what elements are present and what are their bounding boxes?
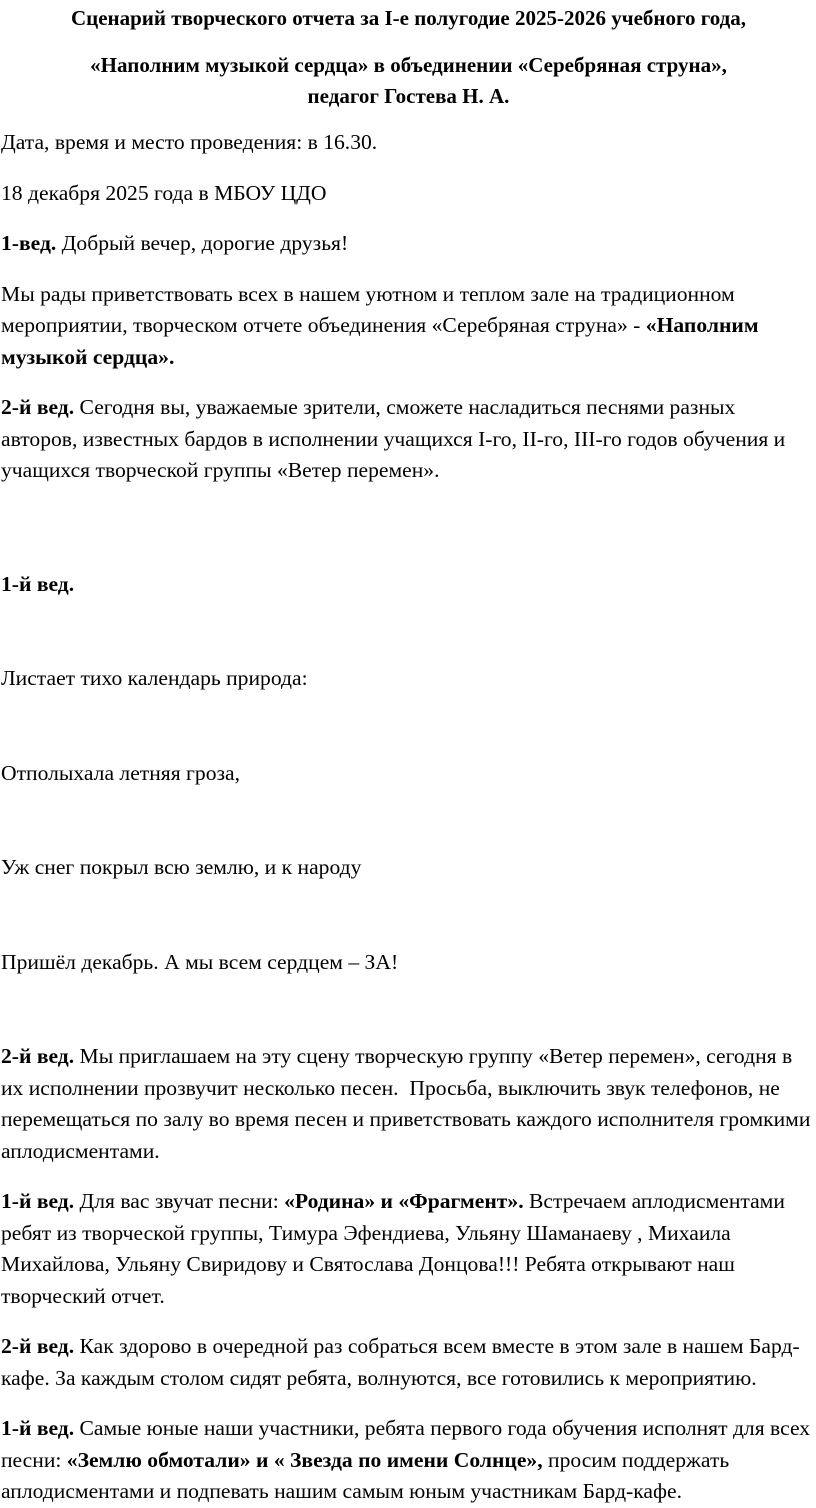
paragraph-poem bbox=[1, 506, 816, 1042]
speaker-label: 1-й вед. bbox=[1, 1416, 75, 1440]
document-title-line-2: «Наполним музыкой сердца» в объединении «Серебряная струна», bbox=[90, 53, 727, 77]
paragraph-text: Как здорово в очередной раз собраться всем вместе в этом зале в нашем Бард-кафе. За каждым столом сидят ребята, волнуются, все готовились к мероприятию. bbox=[1, 1334, 800, 1390]
song-titles-bold: «Землю обмотали» и « Звезда по имени Солнце», bbox=[66, 1447, 543, 1472]
speaker-label: 1-вед. bbox=[1, 231, 57, 255]
paragraph-invitation bbox=[1, 1041, 816, 1167]
speaker-label: 2-й вед. bbox=[1, 1044, 75, 1068]
poem-line-2: Отполыхала летняя гроза, bbox=[1, 760, 241, 785]
paragraph-text: Для вас звучат песни: bbox=[74, 1189, 285, 1213]
paragraph-intro bbox=[1, 392, 816, 487]
speaker-label: 1-й вед. bbox=[1, 1189, 75, 1213]
paragraph-greeting bbox=[1, 228, 816, 260]
poem-line-3: Уж снег покрыл всю землю, и к народу bbox=[1, 855, 362, 879]
paragraph-text: просим поддержать аплодисментами и подпевать нашим самым юным участникам Бард-кафе. bbox=[1, 1447, 735, 1503]
speaker-label: 1-й вед. bbox=[1, 571, 75, 596]
paragraph-youngest bbox=[1, 1413, 816, 1508]
document-title-line-1: Сценарий творческого отчета за I-е полугодие 2025-2026 учебного года, bbox=[70, 6, 747, 30]
event-date-line: 18 декабря 2025 года в МБОУ ЦДО bbox=[1, 180, 327, 205]
speaker-label: 2-й вед. bbox=[1, 1334, 75, 1358]
paragraph-text: Самые юные наши участники, ребята первого года обучения исполнят для всех песни: bbox=[1, 1416, 816, 1472]
poem-line-1: Листает тихо календарь природа: bbox=[1, 666, 308, 690]
song-titles-bold: «Родина» и «Фрагмент». bbox=[284, 1189, 524, 1213]
paragraph-text: Добрый вечер, дорогие друзья! bbox=[56, 231, 349, 255]
paragraph-first-songs bbox=[1, 1186, 816, 1312]
paragraph-welcome bbox=[1, 279, 816, 374]
event-name-bold: «Наполним музыкой сердца». bbox=[1, 313, 764, 369]
date-time-place-line: Дата, время и место проведения: в 16.30. bbox=[1, 130, 378, 154]
paragraph-text: Встречаем аплодисментами ребят из творческой группы, Тимура Эфендиева, Ульяну Шаманаеву , Михаила Михайлова, Ульяну Свиридову и Святослава Донцова!!! Ребята открывают наш творческий отчет. bbox=[1, 1189, 791, 1308]
speaker-label: 2-й вед. bbox=[1, 395, 75, 419]
paragraph-bard-cafe bbox=[1, 1331, 816, 1394]
document-title-line-3: педагог Гостева Н. А. bbox=[307, 84, 510, 108]
paragraph-text: Мы рады приветствовать всех в нашем уютном и теплом зале на традиционном мероприятии, творческом отчете объединения «Серебряная струна» - bbox=[1, 281, 741, 337]
poem-line-4: Пришёл декабрь. А мы всем сердцем – ЗА! bbox=[1, 949, 399, 974]
paragraph-text: Сегодня вы, уважаемые зрители, сможете насладиться песнями разных авторов, известных бардов в исполнении учащихся I-го, II-го, III-го годов обучения и учащихся творческой группы «Ветер перемен». bbox=[1, 395, 791, 482]
paragraph-text: Мы приглашаем на эту сцену творческую группу «Ветер перемен», сегодня в их исполнении прозвучит несколько песен. Просьба, выключить звук телефонов, не перемещаться по залу во время песен и приветствовать каждого исполнителя громкими аплодисментами. bbox=[1, 1044, 816, 1163]
